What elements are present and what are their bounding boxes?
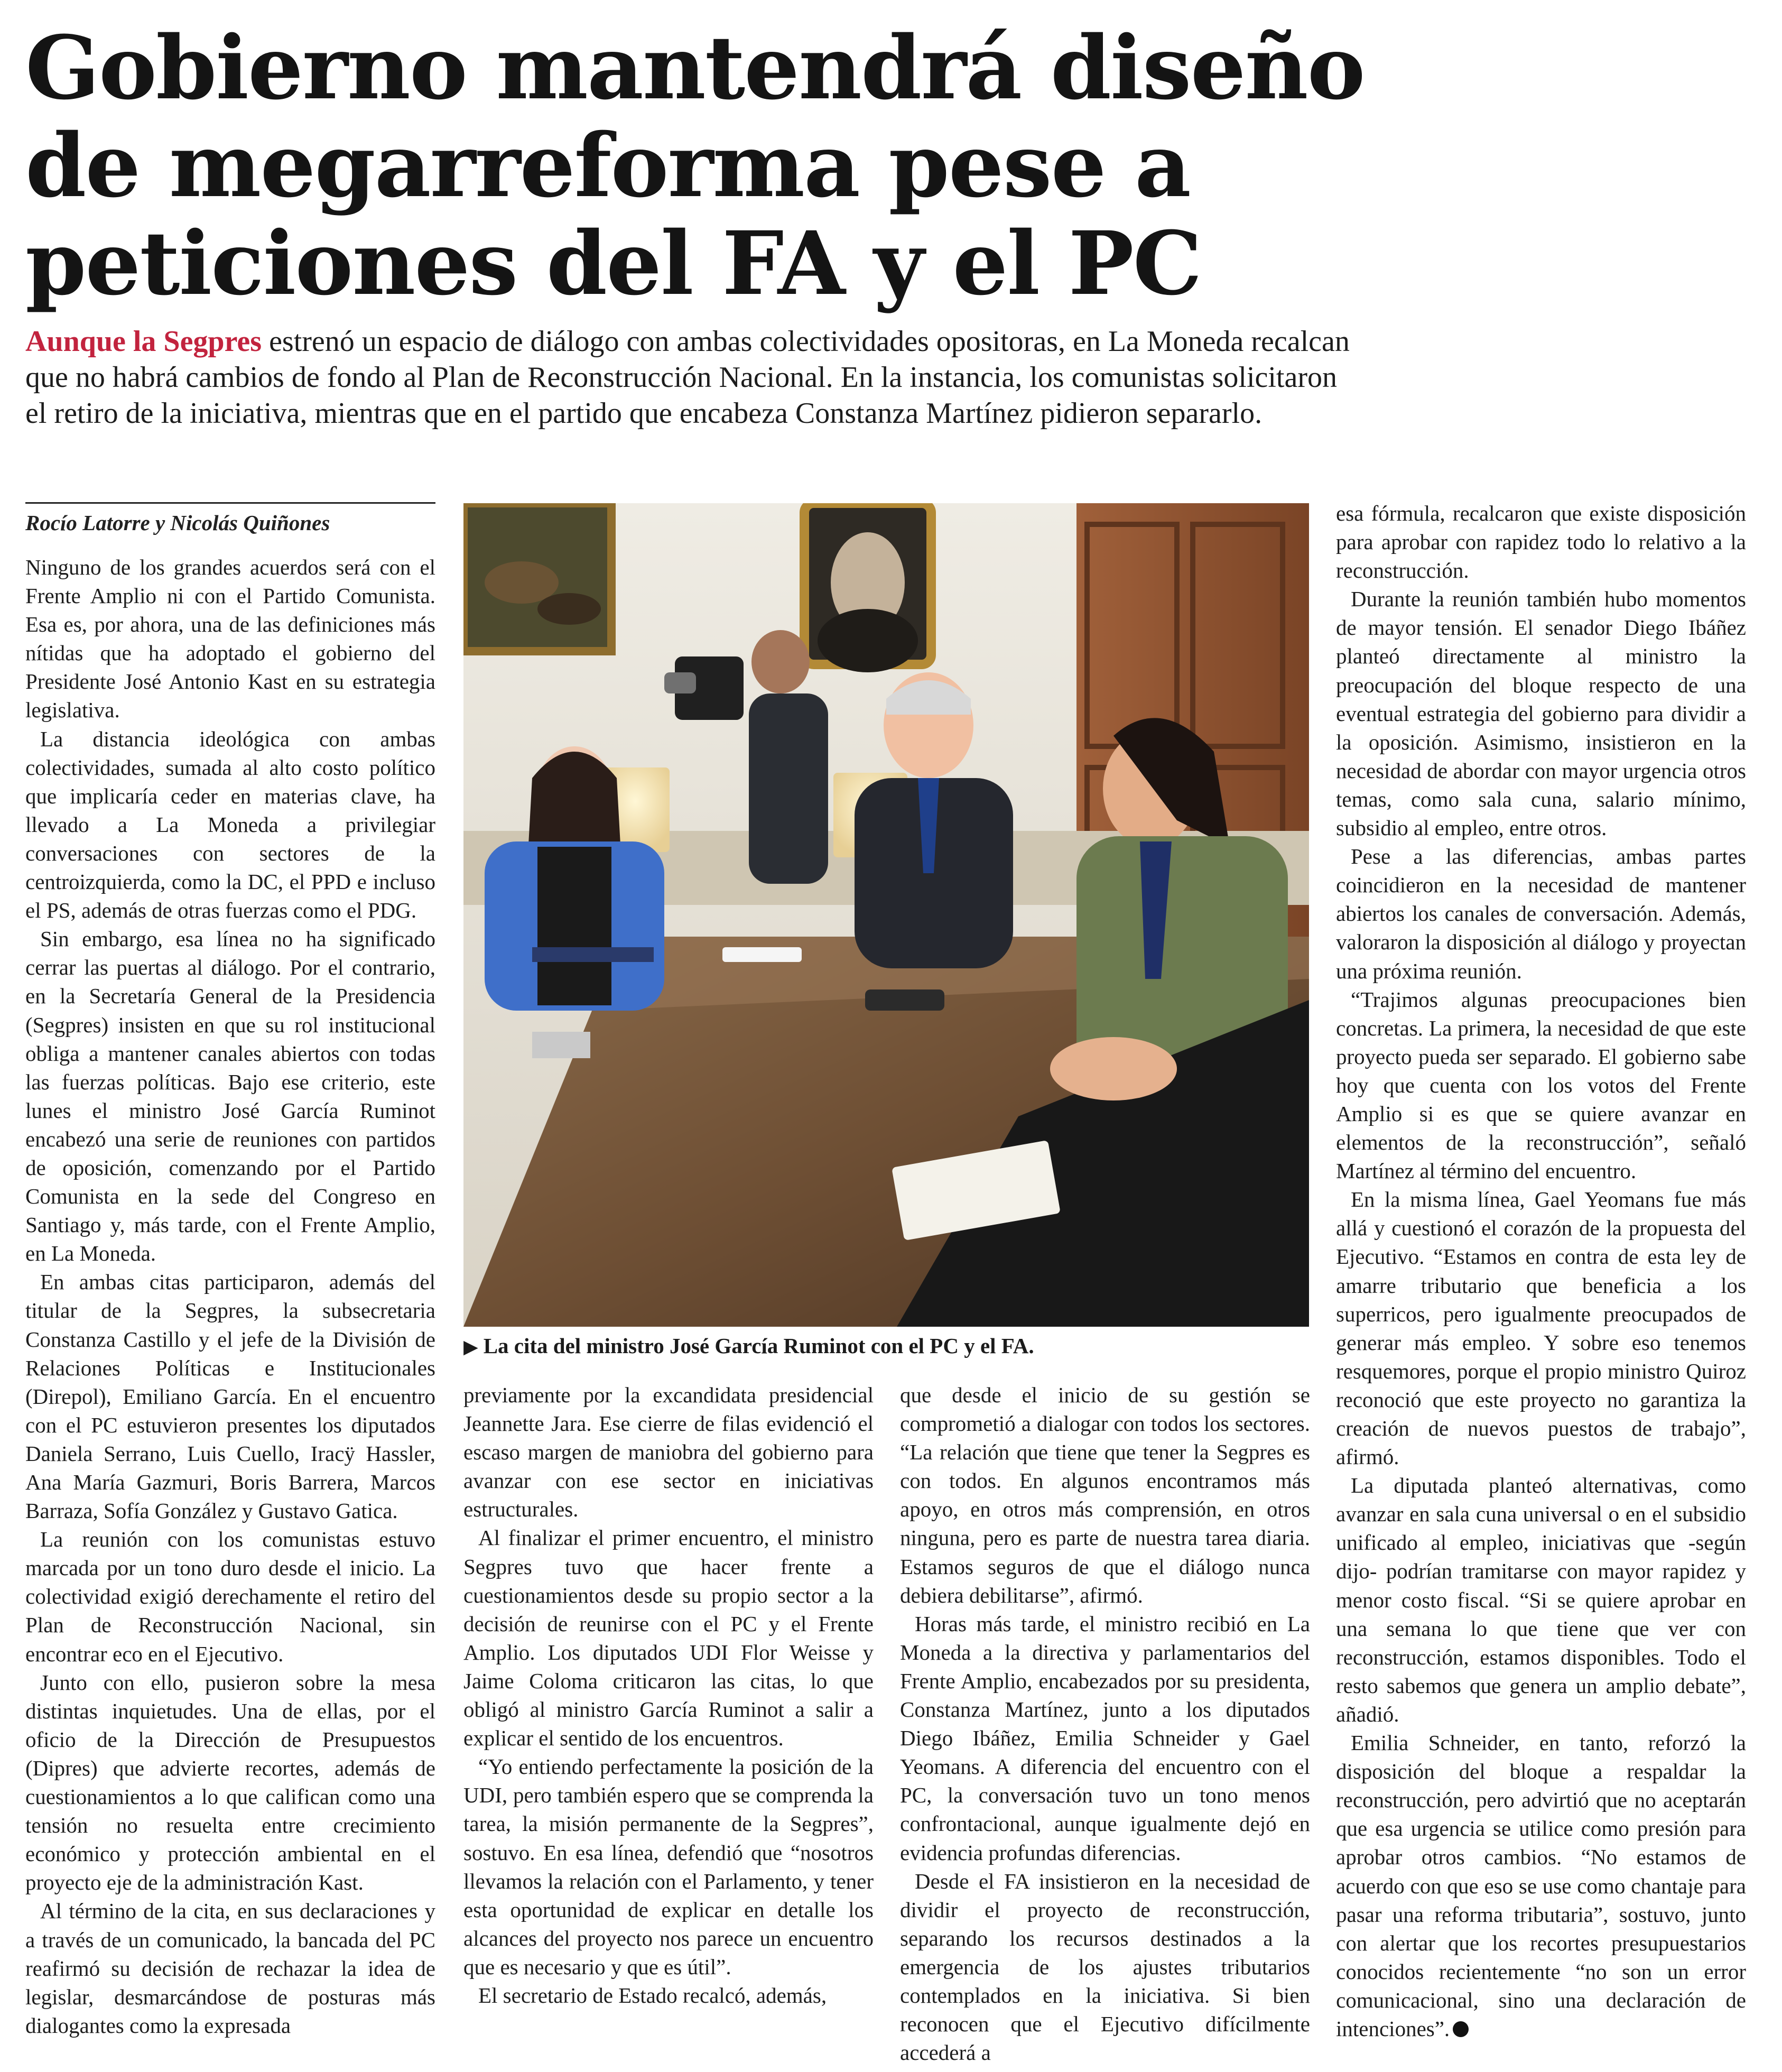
paragraph: La reunión con los comunistas estuvo marcada por un tono duro desde el inicio. La colectividad exigió derechamente el retiro del Plan de Reconstrucción Nacional, sin encontrar eco en el Ejecutivo. xyxy=(25,1527,435,1666)
paragraph: Desde el FA insistieron en la necesidad de dividir el proyecto de reconstrucción, separando los recursos destinados a la emergencia de los ajustes tributarios contemplados en la iniciativa. Si bien reconocen que el Ejecutivo difícilmente accederá a xyxy=(900,1868,1310,2065)
paragraph: “Yo entiendo perfectamente la posición de la UDI, pero también espero que se comprenda la tarea, la misión permanente de la Segpres”, sostuvo. En esa línea, defendió que “nosotros llevamos la relación con el Parlamento, y tener esta oportunidad de explicar en detalle los alcances del proyecto nos parece un encuentro que es necesario y que es útil”. xyxy=(463,1754,874,1979)
paragraph: En la misma línea, Gael Yeomans fue más allá y cuestionó el corazón de la propuesta del Ejecutivo. “Estamos en contra de esta ley de amarre tributario que beneficia a los superricos, pero igualmente preocupados de generar más empleo. Y sobre eso tenemos resquemores, porque el propio ministro Quiroz reconoció que este proyecto no garantiza la creación de nuevos puestos de trabajo”, afirmó. xyxy=(1336,1187,1746,1469)
column-2 xyxy=(463,1381,874,2041)
column-1 xyxy=(25,553,435,2043)
paragraph-text: Emilia Schneider, en tanto, reforzó la disposición del bloque a respaldar la reconstrucción, pero advirtió que no aceptarán que esa urgencia se utilice como presión para aprobar otros cambios. “No estamos de acuerdo con que eso se use como chantaje para pasar una reforma tributaria”, sostuvo, junto con alertar que los recortes presupuestarios conocidos recientemente “no son un error comunicacional, sino una declaración de intenciones”. xyxy=(1336,1731,1746,2041)
meeting-photo-illustration xyxy=(463,503,1309,1327)
paragraph: Durante la reunión también hubo momentos de mayor tensión. El senador Diego Ibáñez planteó directamente al ministro la preocupación del bloque respecto de una eventual estrategia del gobierno para dividir a la oposición. Asimismo, insistieron en la necesidad de abordar con mayor urgencia otros temas, como sala cuna, salario mínimo, subsidio al empleo, entre otros. xyxy=(1336,587,1746,840)
paragraph: La distancia ideológica con ambas colectividades, sumada al alto costo político que implicaría ceder en materias clave, ha llevado a La Moneda a privilegiar conversaciones con sectores de la centroizquierda, como la DC, el PPD e incluso el PS, además de otras fuerzas como el PDG. xyxy=(25,726,435,923)
lede-line-2: que no habrá cambios de fondo al Plan de Reconstrucción Nacional. En la instancia, los comunistas solicitaron xyxy=(25,361,1337,394)
paragraph: esa fórmula, recalcaron que existe disposición para aprobar con rapidez todo lo relativo a la reconstrucción. xyxy=(1336,501,1746,583)
paragraph: Junto con ello, pusieron sobre la mesa distintas inquietudes. Una de ellas, por el oficio de la Dirección de Presupuestos (Dipres) que advierte recortes, además de cuestionamientos a lo que califican como una tensión no resuelta entre crecimiento económico y protección ambiental en el proyecto eje de la administración Kast. xyxy=(25,1670,435,1895)
lede xyxy=(25,323,1558,431)
paragraph: Sin embargo, esa línea no ha significado cerrar las puertas al diálogo. Por el contrario, en la Secretaría General de la Presidencia (Segpres) insisten en que su rol institucional obliga a mantener canales abiertos con todas las fuerzas políticas. Bajo ese criterio, este lunes el ministro José García Ruminot encabezó una serie de reuniones con partidos de oposición, comenzando por el Partido Comunista en la sede del Congreso en Santiago y, más tarde, con el Frente Amplio, en La Moneda. xyxy=(25,927,435,1266)
paragraph: previamente por la excandidata presidencial Jeannette Jara. Ese cierre de filas evidenció el escaso margen de maniobra del gobierno para avanzar con ese sector en iniciativas estructurales. xyxy=(463,1383,874,1522)
paragraph: Pese a las diferencias, ambas partes coincidieron en la necesidad de mantener abiertos los canales de conversación. Además, valoraron la disposición al diálogo y proyectan una próxima reunión. xyxy=(1336,844,1746,983)
lede-line-3: el retiro de la iniciativa, mientras que en el partido que encabeza Constanza Martínez pidieron separarlo. xyxy=(25,397,1263,430)
headline-line-1: Gobierno mantendrá diseño xyxy=(25,16,1365,119)
paragraph: En ambas citas participaron, además del titular de la Segpres, la subsecretaria Constanza Castillo y el jefe de la División de Relaciones Políticas e Institucionales (Direpol), Emiliano García. En el encuentro con el PC estuvieron presentes los diputados Daniela Serrano, Luis Cuello, Iracÿ Hassler, Ana María Gazmuri, Boris Barrera, Marcos Barraza, Sofía González y Gustavo Gatica. xyxy=(25,1270,435,1523)
meeting-photo xyxy=(463,503,1309,1327)
end-mark-icon xyxy=(1453,2021,1469,2037)
paragraph: que desde el inicio de su gestión se comprometió a dialogar con todos los sectores. “La relación que tiene que tener la Segpres es con todos. En algunos encontramos más apoyo, en otros más comprensión, en otros ninguna, pero es parte de nuestra tarea diaria. Estamos seguros de que el diálogo nunca debiera debilitarse”, afirmó. xyxy=(900,1383,1310,1607)
caption-arrow-icon: ▶ xyxy=(463,1336,478,1357)
lede-kicker: Aunque la Segpres xyxy=(25,325,262,358)
lede-line-1 xyxy=(25,323,1558,359)
paragraph xyxy=(1336,1728,1746,2043)
photo-caption-text: La cita del ministro José García Ruminot con el PC y el FA. xyxy=(483,1334,1034,1358)
photo-caption xyxy=(463,1333,1309,1358)
headline-line-3: peticiones del FA y el PC xyxy=(25,212,1201,314)
byline: Rocío Latorre y Nicolás Quiñones xyxy=(25,502,435,535)
column-4 xyxy=(1336,499,1746,2042)
lede-line-1-text: estrenó un espacio de diálogo con ambas colectividades opositoras, en La Moneda recalcan xyxy=(262,325,1350,358)
paragraph: Horas más tarde, el ministro recibió en La Moneda a la directiva y parlamentarios del Frente Amplio, encabezados por su presidenta, Constanza Martínez, junto a los diputados Diego Ibáñez, Emilia Schneider y Gael Yeomans. A diferencia del encuentro con el PC, la conversación tuvo un tono menos confrontacional, aunque igualmente dejó en evidencia profundas diferencias. xyxy=(900,1611,1310,1865)
headline-line-2: de megarreforma pese a xyxy=(25,114,1190,217)
paragraph: Ninguno de los grandes acuerdos será con el Frente Amplio ni con el Partido Comunista. Esa es, por ahora, una de las definiciones más nítidas que ha adoptado el gobierno del Presidente José Antonio Kast en su estrategia legislativa. xyxy=(25,555,435,723)
paragraph: La diputada planteó alternativas, como avanzar en sala cuna universal o en el subsidio unificado al empleo, iniciativas que -según dijo- podrían tramitarse con mayor rapidez y menor costo fiscal. “Si se quiere aprobar en una semana lo que tiene que ver con reconstrucción, estamos disponibles. Todo el resto sabemos que genera un amplio debate”, añadió. xyxy=(1336,1473,1746,1726)
paragraph: “Trajimos algunas preocupaciones bien concretas. La primera, la necesidad de que este proyecto pueda ser separado. El gobierno sabe hoy que cuenta con los votos del Frente Amplio si es que se quiere avanzar en elementos de la reconstrucción”, señaló Martínez al término del encuentro. xyxy=(1336,987,1746,1183)
headline xyxy=(25,16,1365,314)
column-3 xyxy=(900,1381,1310,2065)
paragraph: Al término de la cita, en sus declaraciones y a través de un comunicado, la bancada del PC reafirmó su decisión de rechazar la idea de legislar, desmarcándose de posturas más dialogantes como la expresada xyxy=(25,1899,435,2038)
paragraph: El secretario de Estado recalcó, además, xyxy=(478,1983,827,2008)
paragraph: Al finalizar el primer encuentro, el ministro Segpres tuvo que hacer frente a cuestionamientos desde su propio sector a la decisión de reunirse con el PC y el Frente Amplio. Los diputados UDI Flor Weisse y Jaime Coloma criticaron las citas, lo que obligó al ministro García Ruminot a salir a explicar el sentido de los encuentros. xyxy=(463,1525,874,1751)
